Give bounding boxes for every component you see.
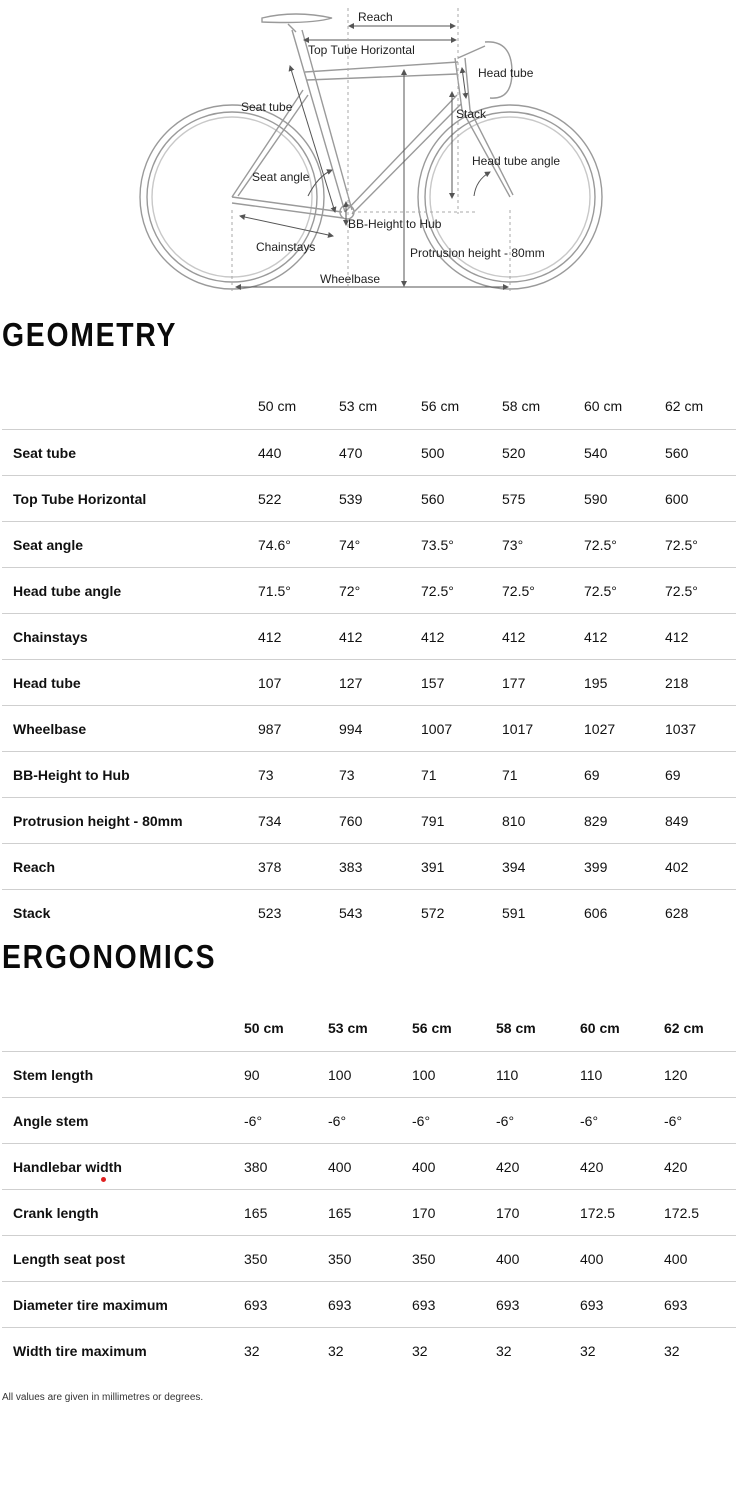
table-cell: 693 bbox=[244, 1296, 268, 1313]
table-cell: -6° bbox=[580, 1112, 599, 1129]
table-row bbox=[2, 706, 736, 752]
table-row bbox=[2, 752, 736, 798]
table-cell: 1017 bbox=[502, 720, 534, 737]
row-label: Stack bbox=[13, 904, 51, 921]
table-cell: 543 bbox=[339, 904, 363, 921]
table-cell: 73 bbox=[258, 766, 274, 783]
cursor-dot bbox=[101, 1177, 106, 1182]
table-cell: 73.5° bbox=[421, 536, 454, 553]
row-label: Width tire maximum bbox=[13, 1342, 147, 1359]
table-cell: 72.5° bbox=[584, 536, 617, 553]
table-cell: 170 bbox=[412, 1204, 436, 1221]
table-cell: 380 bbox=[244, 1158, 268, 1175]
table-cell: 165 bbox=[244, 1204, 268, 1221]
table-row bbox=[2, 476, 736, 522]
table-cell: 987 bbox=[258, 720, 282, 737]
row-label: BB-Height to Hub bbox=[13, 766, 130, 783]
table-cell: 693 bbox=[580, 1296, 604, 1313]
table-row bbox=[2, 1098, 736, 1144]
table-row bbox=[2, 430, 736, 476]
table-cell: 412 bbox=[584, 628, 608, 645]
table-cell: 72.5° bbox=[502, 582, 535, 599]
table-cell: 127 bbox=[339, 674, 363, 691]
table-cell: 400 bbox=[580, 1250, 604, 1267]
row-label: Head tube bbox=[13, 674, 81, 691]
table-cell: 606 bbox=[584, 904, 608, 921]
ergonomics-size-header: 53 cm bbox=[328, 1020, 368, 1036]
table-cell: 734 bbox=[258, 812, 282, 829]
table-row bbox=[2, 844, 736, 890]
table-cell: 73° bbox=[502, 536, 524, 553]
table-cell: 540 bbox=[584, 444, 608, 461]
bike-geometry-diagram bbox=[0, 0, 750, 300]
row-label: Wheelbase bbox=[13, 720, 87, 737]
table-cell: 412 bbox=[421, 628, 445, 645]
table-cell: 32 bbox=[328, 1342, 344, 1359]
table-cell: 560 bbox=[665, 444, 689, 461]
table-cell: 172.5 bbox=[664, 1204, 700, 1221]
table-cell: -6° bbox=[664, 1112, 683, 1129]
geometry-header-row bbox=[2, 383, 736, 430]
label-top-tube: Top Tube Horizontal bbox=[308, 43, 415, 57]
label-head-tube-angle: Head tube angle bbox=[472, 154, 561, 168]
row-label: Handlebar width bbox=[13, 1158, 122, 1175]
table-cell: 399 bbox=[584, 858, 608, 875]
label-bb-height: BB-Height to Hub bbox=[348, 217, 442, 231]
row-label: Top Tube Horizontal bbox=[13, 490, 147, 507]
table-cell: 72.5° bbox=[665, 536, 698, 553]
geometry-size-header: 62 cm bbox=[665, 398, 704, 414]
table-cell: 829 bbox=[584, 812, 608, 829]
row-label: Reach bbox=[13, 858, 56, 875]
table-cell: 71 bbox=[502, 766, 518, 783]
table-cell: 394 bbox=[502, 858, 526, 875]
table-cell: 994 bbox=[339, 720, 363, 737]
table-row bbox=[2, 522, 736, 568]
table-cell: 350 bbox=[328, 1250, 352, 1267]
ergonomics-size-header: 58 cm bbox=[496, 1020, 536, 1036]
ergonomics-size-header: 62 cm bbox=[664, 1020, 704, 1036]
table-cell: 693 bbox=[328, 1296, 352, 1313]
row-label: Seat angle bbox=[13, 536, 84, 553]
geometry-size-header: 50 cm bbox=[258, 398, 297, 414]
geometry-table bbox=[2, 383, 736, 935]
label-wheelbase: Wheelbase bbox=[320, 272, 381, 286]
table-cell: 100 bbox=[412, 1066, 436, 1083]
table-cell: 523 bbox=[258, 904, 282, 921]
label-stack: Stack bbox=[456, 107, 487, 121]
table-cell: 100 bbox=[328, 1066, 352, 1083]
table-cell: 218 bbox=[665, 674, 689, 691]
table-cell: 69 bbox=[584, 766, 600, 783]
table-cell: 412 bbox=[665, 628, 689, 645]
table-cell: 575 bbox=[502, 490, 526, 507]
table-row bbox=[2, 1328, 736, 1374]
table-row bbox=[2, 1236, 736, 1282]
table-cell: 90 bbox=[244, 1066, 260, 1083]
table-cell: 628 bbox=[665, 904, 689, 921]
table-cell: 810 bbox=[502, 812, 526, 829]
label-chainstays: Chainstays bbox=[256, 240, 316, 254]
row-label: Seat tube bbox=[13, 444, 77, 461]
table-cell: 400 bbox=[328, 1158, 352, 1175]
table-cell: 170 bbox=[496, 1204, 520, 1221]
table-cell: 440 bbox=[258, 444, 282, 461]
table-cell: 1007 bbox=[421, 720, 453, 737]
table-cell: 500 bbox=[421, 444, 445, 461]
table-cell: 120 bbox=[664, 1066, 688, 1083]
ergonomics-header-blank bbox=[2, 1005, 244, 1052]
row-label: Head tube angle bbox=[13, 582, 122, 599]
table-row bbox=[2, 1190, 736, 1236]
row-label: Crank length bbox=[13, 1204, 99, 1221]
row-label: Diameter tire maximum bbox=[13, 1296, 168, 1313]
table-cell: 693 bbox=[412, 1296, 436, 1313]
table-cell: 172.5 bbox=[580, 1204, 616, 1221]
table-cell: 522 bbox=[258, 490, 282, 507]
table-cell: 391 bbox=[421, 858, 445, 875]
label-protrusion: Protrusion height - 80mm bbox=[410, 246, 545, 260]
label-seat-angle: Seat angle bbox=[252, 170, 310, 184]
table-cell: 1027 bbox=[584, 720, 616, 737]
row-label: Angle stem bbox=[13, 1112, 89, 1129]
ergonomics-size-header: 56 cm bbox=[412, 1020, 452, 1036]
table-cell: 32 bbox=[244, 1342, 260, 1359]
table-cell: 110 bbox=[580, 1066, 603, 1083]
ergonomics-title: ERGONOMICS bbox=[2, 938, 217, 975]
label-seat-tube: Seat tube bbox=[241, 100, 293, 114]
table-cell: -6° bbox=[328, 1112, 347, 1129]
table-cell: 177 bbox=[502, 674, 526, 691]
table-cell: 400 bbox=[412, 1158, 436, 1175]
table-row bbox=[2, 568, 736, 614]
table-cell: 107 bbox=[258, 674, 282, 691]
ergonomics-size-header: 60 cm bbox=[580, 1020, 620, 1036]
label-head-tube: Head tube bbox=[478, 66, 534, 80]
table-cell: 791 bbox=[421, 812, 445, 829]
table-cell: 400 bbox=[496, 1250, 520, 1267]
ergonomics-header-row bbox=[2, 1005, 736, 1052]
table-cell: 400 bbox=[664, 1250, 688, 1267]
table-cell: 693 bbox=[496, 1296, 520, 1313]
table-row bbox=[2, 1282, 736, 1328]
table-cell: 165 bbox=[328, 1204, 352, 1221]
table-cell: 591 bbox=[502, 904, 526, 921]
table-cell: 32 bbox=[496, 1342, 512, 1359]
table-row bbox=[2, 1052, 736, 1098]
table-cell: 402 bbox=[665, 858, 689, 875]
geometry-size-header: 58 cm bbox=[502, 398, 541, 414]
table-cell: 420 bbox=[664, 1158, 688, 1175]
table-cell: 72.5° bbox=[665, 582, 698, 599]
footnote: All values are given in millimetres or degrees. bbox=[2, 1392, 204, 1403]
table-cell: 72° bbox=[339, 582, 361, 599]
table-cell: 520 bbox=[502, 444, 526, 461]
table-cell: 73 bbox=[339, 766, 355, 783]
row-label: Chainstays bbox=[13, 628, 88, 645]
table-cell: 350 bbox=[244, 1250, 268, 1267]
geometry-header-blank bbox=[2, 383, 258, 430]
table-cell: 412 bbox=[258, 628, 282, 645]
table-cell: -6° bbox=[496, 1112, 515, 1129]
table-cell: 72.5° bbox=[584, 582, 617, 599]
geometry-size-header: 53 cm bbox=[339, 398, 378, 414]
table-cell: 590 bbox=[584, 490, 608, 507]
table-cell: 71.5° bbox=[258, 582, 291, 599]
table-cell: 383 bbox=[339, 858, 363, 875]
table-row bbox=[2, 1144, 736, 1190]
table-cell: 539 bbox=[339, 490, 363, 507]
table-cell: -6° bbox=[244, 1112, 263, 1129]
table-row bbox=[2, 660, 736, 706]
table-cell: 195 bbox=[584, 674, 608, 691]
table-row bbox=[2, 798, 736, 844]
table-cell: 69 bbox=[665, 766, 681, 783]
table-cell: 72.5° bbox=[421, 582, 454, 599]
geometry-size-header: 60 cm bbox=[584, 398, 623, 414]
table-cell: 32 bbox=[412, 1342, 428, 1359]
label-reach: Reach bbox=[358, 10, 393, 24]
table-cell: 350 bbox=[412, 1250, 436, 1267]
table-cell: 71 bbox=[421, 766, 437, 783]
table-cell: 110 bbox=[496, 1066, 519, 1083]
table-cell: 74.6° bbox=[258, 536, 291, 553]
table-cell: 849 bbox=[665, 812, 689, 829]
table-cell: 420 bbox=[496, 1158, 520, 1175]
ergonomics-size-header: 50 cm bbox=[244, 1020, 284, 1036]
table-cell: 760 bbox=[339, 812, 363, 829]
table-cell: 572 bbox=[421, 904, 445, 921]
table-cell: 420 bbox=[580, 1158, 604, 1175]
table-cell: 470 bbox=[339, 444, 363, 461]
table-cell: 32 bbox=[664, 1342, 680, 1359]
row-label: Length seat post bbox=[13, 1250, 126, 1267]
table-cell: 693 bbox=[664, 1296, 688, 1313]
table-cell: 378 bbox=[258, 858, 282, 875]
table-cell: 600 bbox=[665, 490, 689, 507]
table-cell: 412 bbox=[339, 628, 363, 645]
table-cell: 1037 bbox=[665, 720, 697, 737]
geometry-size-header: 56 cm bbox=[421, 398, 460, 414]
row-label: Protrusion height - 80mm bbox=[13, 812, 183, 829]
table-cell: -6° bbox=[412, 1112, 431, 1129]
row-label: Stem length bbox=[13, 1066, 94, 1083]
table-row bbox=[2, 614, 736, 660]
geometry-title: GEOMETRY bbox=[2, 316, 178, 353]
table-cell: 32 bbox=[580, 1342, 596, 1359]
table-cell: 412 bbox=[502, 628, 526, 645]
table-row bbox=[2, 890, 736, 936]
table-cell: 560 bbox=[421, 490, 445, 507]
ergonomics-table bbox=[2, 1005, 736, 1373]
table-cell: 157 bbox=[421, 674, 445, 691]
table-cell: 74° bbox=[339, 536, 361, 553]
